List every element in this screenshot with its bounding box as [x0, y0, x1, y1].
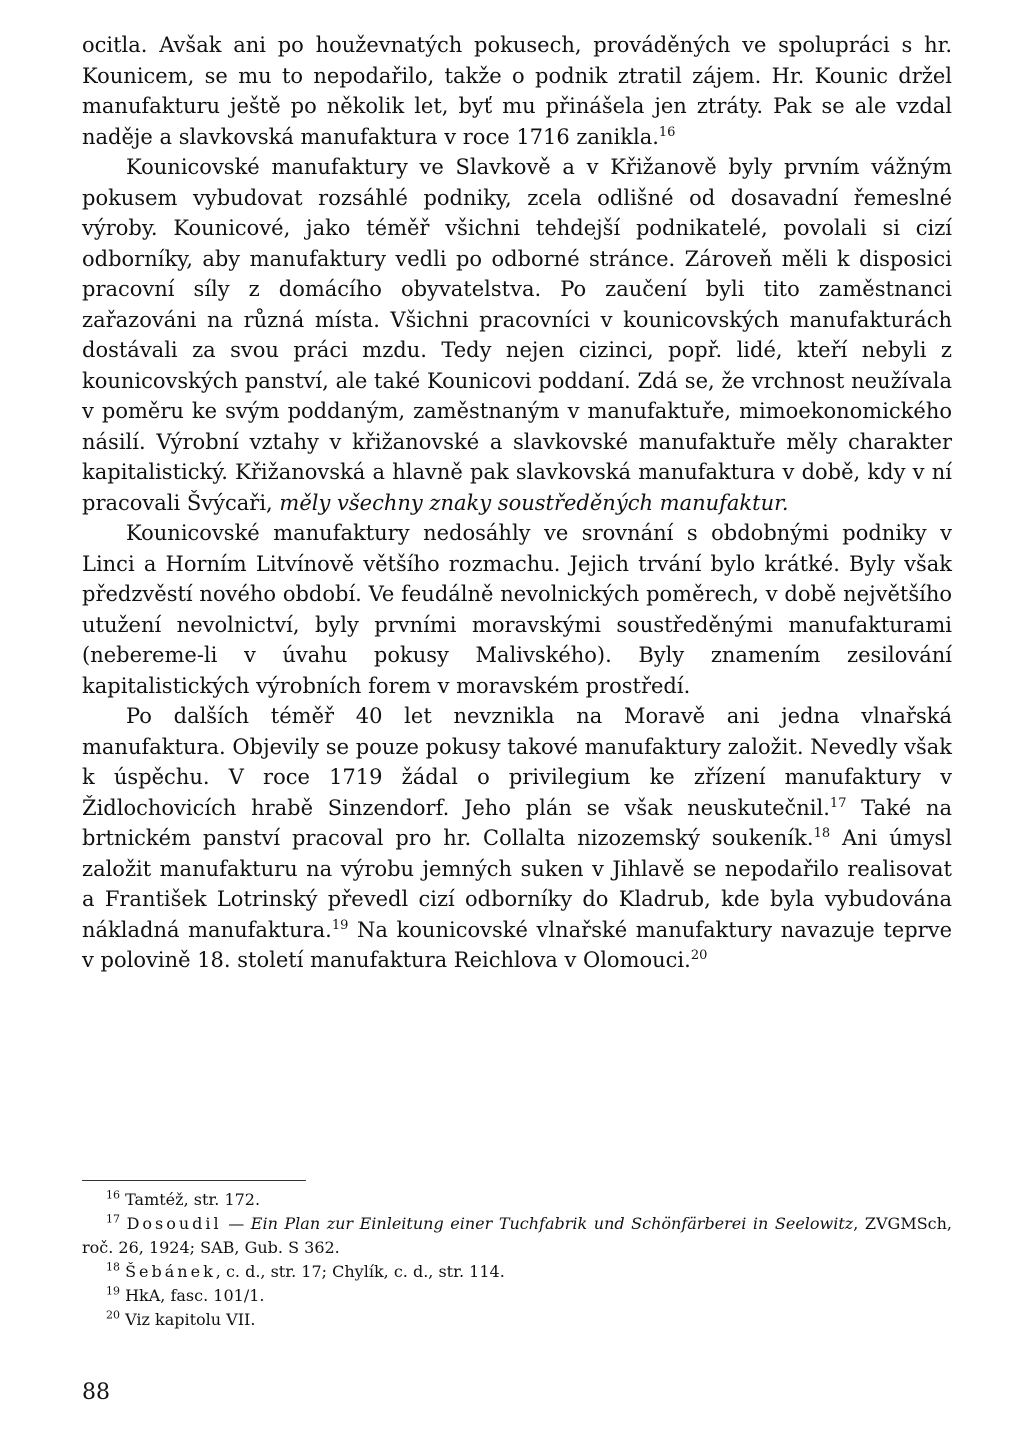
footnote-ref-16[interactable]: 16 — [658, 124, 676, 140]
footnote-ref-17[interactable]: 17 — [829, 795, 847, 811]
paragraph-2: Kounicovské manufaktury ve Slavkově a v Křižanově byly prvním vážným pokusem vybudovat rozsáhlé podniky, zcela odlišné od dosavadní řemeslné výroby. Kounicové, jako téměř všichni tehdejší podnikatelé, povolali si cizí odborníky, aby manufaktury vedli po odborné stránce. Zároveň měli k disposici pracovní síly z domácího obyvatelstva. Po zaučení byli tito zaměstnanci zařazováni na různá místa. Všichni pracovníci v kounicovských manufakturách dostávali za svou práci mzdu. Tedy nejen cizinci, popř. lidé, kteří nebyli z kounicovských panství, ale také Kounicovi poddaní. Zdá se, že vrchnost neužívala v poměru ke svým poddaným, zaměstnaným v manufaktuře, mimoekonomického násilí. Výrobní vztahy v křižanovské a slavkovské manufaktuře měly charakter kapitalistický. Křižanovská a hlavně pak slavkovská manufaktura v době, kdy v ní pracovali Švýcaři, měly všechny znaky soustředěných manufaktur. — [82, 155, 952, 515]
footnote-17: $^{17}$ Dosoudil — Ein Plan zur Einleitung einer Tuchfabrik und Schönfärberei in Seelowitz, ZVGMSch, roč. 26, 1924; SAB, Gub. S 362. — [82, 1212, 953, 1257]
author-name: Dosoudil — [126, 1214, 222, 1233]
emphasis-text: měly všechny znaky soustředěných manufaktur. — [279, 490, 789, 515]
footnotes — [82, 1188, 952, 1332]
footnote-18: $^{18}$ Šebánek, c. d., str. 17; Chylík, c. d., str. 114. — [106, 1260, 505, 1281]
author-name: Šebánek — [125, 1262, 216, 1281]
footnote-ref-20[interactable]: 20 — [690, 948, 708, 963]
work-title: Ein Plan zur Einleitung einer Tuchfabrik und Schönfärberei in Seelowitz — [250, 1214, 854, 1233]
page-number: 88 — [82, 1380, 110, 1405]
footnote-19: $^{19}$ HkA, fasc. 101/1. — [106, 1284, 265, 1305]
footnote-16: $^{16}$ Tamtéž, str. 172. — [106, 1188, 261, 1209]
footnote-ref-19[interactable]: 19 — [331, 917, 349, 933]
footnote-ref-18[interactable]: 18 — [813, 826, 831, 841]
footnote-divider — [82, 1180, 306, 1181]
footnote-20: $^{20}$ Viz kapitolu VII. — [106, 1308, 256, 1329]
paragraph-1: ocitla. Avšak ani po houževnatých pokusech, prováděných ve spolupráci s hr. Kounicem, se mu to nepodařilo, takže o podnik ztratil zájem. Hr. Kounic držel manufakturu ještě po několik let, byť mu přinášela jen ztráty. Pak se ale vzdal naděje a slavkovská manufaktura v roce 1716 zanikla.$^{16}$ — [82, 33, 952, 149]
paragraph-4: Po dalších téměř 40 let nevznikla na Moravě ani jedna vlnařská manufaktura. Objevily se pouze pokusy takové manufaktury založit. Nevedly však k úspěchu. V roce 1719 žádal o privilegium ke zřízení manufaktury v Židlochovicích hrabě Sinzendorf. Jeho plán se však neuskutečnil.$^{17}$ Také na brtnickém panství pracoval pro hr. Collalta nizozemský soukeník.$^{18}$ Ani úmysl založit manufakturu na výrobu jemných suken v Jihlavě se nepodařilo realisovat a František Lotrinský převedl cizí odborníky do Kladrub, kde byla vybudována nákladná manufaktura.$^{19}$ Na kounicovské vlnařské manufaktury navazuje teprve v polovině 18. století manufaktura Reichlova v Olomouci.$^{20}$ — [82, 704, 953, 972]
paragraph-3: Kounicovské manufaktury nedosáhly ve srovnání s obdobnými podniky v Linci a Horním Litvínově většího rozmachu. Jejich trvání bylo krátké. Byly však předzvěstí nového období. Ve feudálně nevolnických poměrech, v době největšího utužení nevolnictví, byly prvními moravskými soustředěnými manufakturami (nebereme-li v úvahu pokusy Malivského). Byly znamením zesilování kapitalistických výrobních forem v moravském prostředí. — [82, 521, 952, 698]
body-text — [82, 30, 952, 976]
